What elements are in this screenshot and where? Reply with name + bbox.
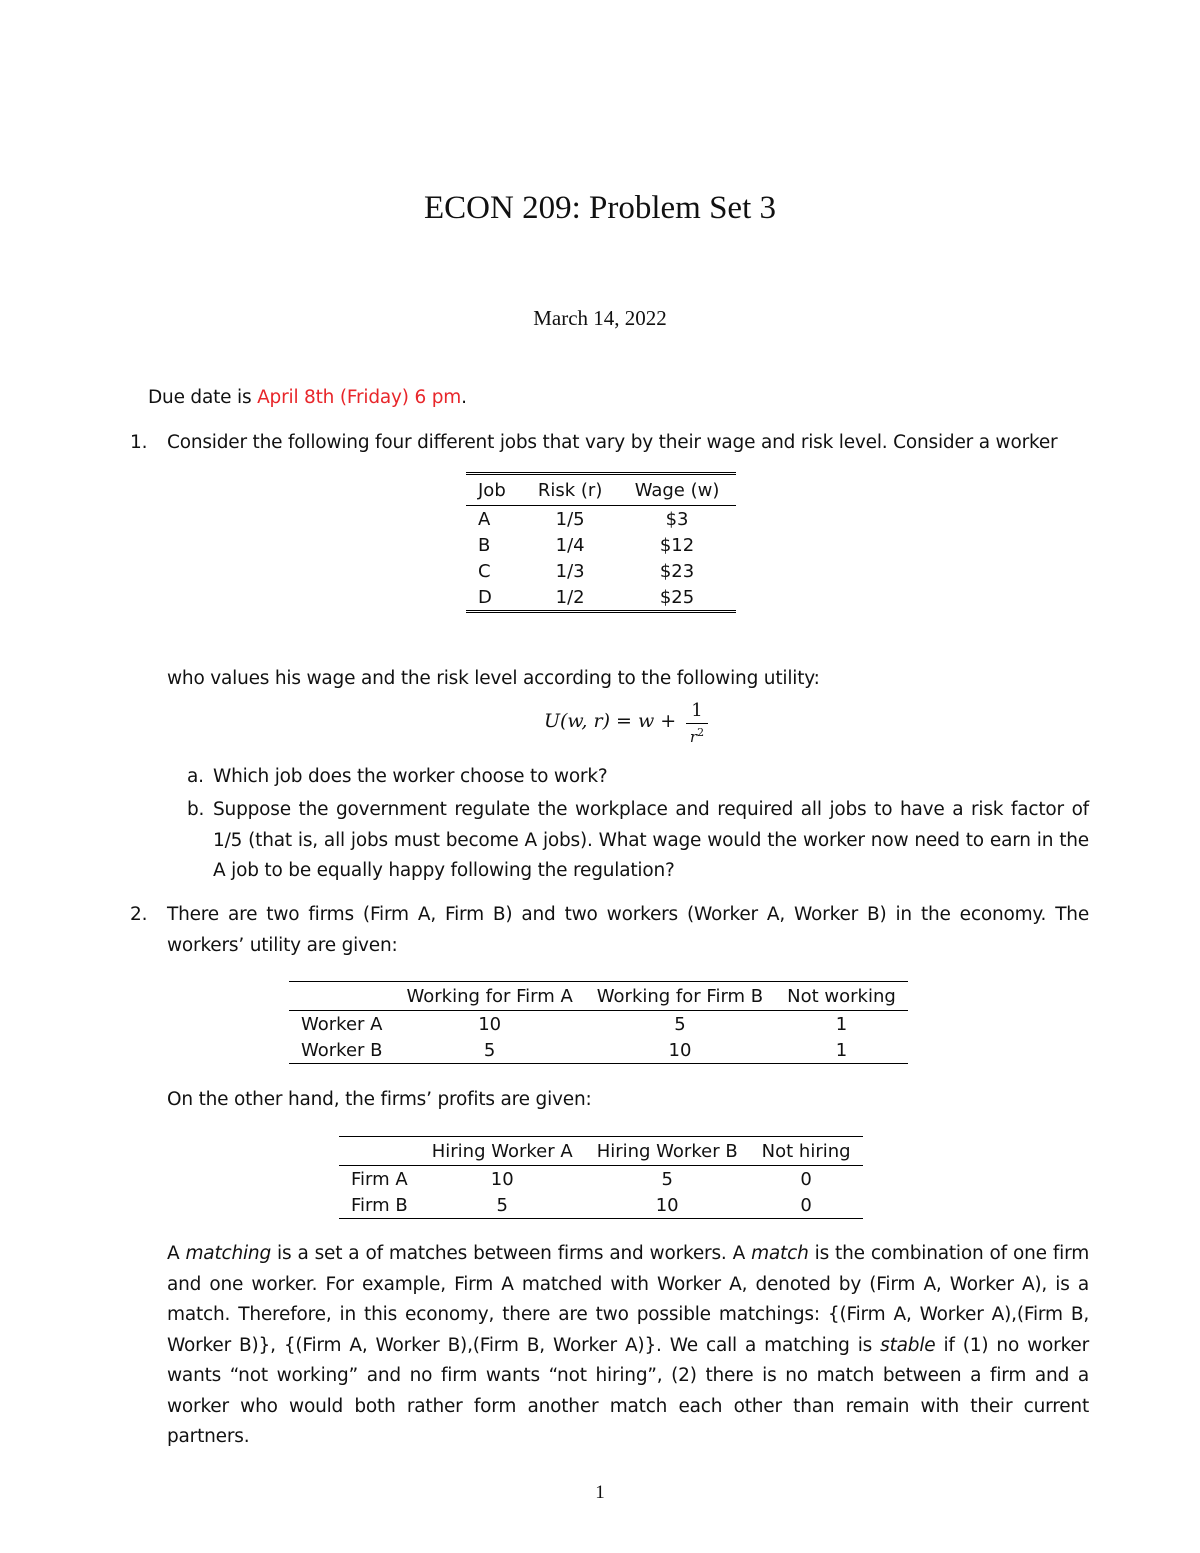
subquestion-b-label: b. xyxy=(187,799,205,820)
row-label: Firm B xyxy=(351,1194,408,1216)
risk-cell: 1/2 xyxy=(555,586,585,608)
subquestion-a-label: a. xyxy=(187,766,204,787)
fraction-denominator: $r^2$ xyxy=(689,726,705,746)
wage-cell: $23 xyxy=(659,560,695,582)
table-cell: 10 xyxy=(655,1194,679,1216)
question-2-number: 2. xyxy=(130,904,148,925)
document-date: March 14, 2022 xyxy=(533,306,667,330)
job-cell: A xyxy=(478,508,491,530)
firms-profits-table xyxy=(339,1136,863,1219)
question-1-number: 1. xyxy=(130,432,148,453)
due-deadline: April 8th (Friday) 6 pm xyxy=(257,387,462,408)
table-cell: 5 xyxy=(674,1013,686,1035)
table-row xyxy=(466,506,736,533)
firms-table-header xyxy=(339,1137,863,1166)
table-row xyxy=(466,532,736,558)
row-label: Worker B xyxy=(301,1039,383,1061)
jobs-header-wage: Wage (w) xyxy=(618,474,736,506)
firms-header-not-hiring: Not hiring xyxy=(750,1137,863,1166)
workers-header-not-working: Not working xyxy=(775,982,908,1011)
term-matching: matching xyxy=(185,1243,272,1264)
workers-utility-table xyxy=(289,981,908,1064)
table-cell: 0 xyxy=(800,1194,812,1216)
firms-header-blank xyxy=(339,1137,420,1166)
page-number: 1 xyxy=(595,1482,605,1503)
table-row xyxy=(289,1037,908,1064)
table-cell: 10 xyxy=(668,1039,692,1061)
utility-formula xyxy=(0,700,1200,750)
table-cell: 1 xyxy=(835,1039,848,1061)
table-cell: 5 xyxy=(483,1039,496,1061)
question-2-intro: There are two firms (Firm A, Firm B) and two workers (Worker A, Worker B) in the economy. The workers’ utility are given: xyxy=(167,904,1089,956)
subquestion-b: Suppose the government regulate the workplace and required all jobs to have a risk factor of 1/5 (that is, all jobs must become A jobs). What wage would the worker now need to earn in the A job to be equally happy following the regulation? xyxy=(213,799,1089,881)
job-cell: B xyxy=(478,534,491,556)
row-label: Worker A xyxy=(301,1013,383,1035)
page-title: ECON 209: Problem Set 3 xyxy=(424,190,776,226)
table-cell: 5 xyxy=(496,1194,508,1216)
table-row xyxy=(339,1166,863,1193)
table-row xyxy=(339,1192,863,1219)
firms-header-worker-a: Hiring Worker A xyxy=(420,1137,585,1166)
jobs-header-risk: Risk (r) xyxy=(522,474,618,506)
firms-header-worker-b: Hiring Worker B xyxy=(585,1137,750,1166)
risk-cell: 1/4 xyxy=(555,534,585,556)
subquestion-a: Which job does the worker choose to work? xyxy=(213,766,608,787)
formula-lhs: U(w, r) = w + xyxy=(544,710,677,732)
table-cell: 0 xyxy=(800,1168,812,1190)
jobs-header-job: Job xyxy=(466,474,522,506)
workers-header-firm-a: Working for Firm A xyxy=(394,982,584,1011)
jobs-table-header xyxy=(466,474,736,506)
term-stable: stable xyxy=(880,1334,936,1356)
due-suffix: . xyxy=(461,387,467,408)
jobs-table xyxy=(466,472,736,613)
profits-intro: On the other hand, the firms’ profits are given: xyxy=(167,1089,592,1110)
due-prefix: Due date is xyxy=(148,387,258,408)
risk-cell: 1/3 xyxy=(555,560,585,582)
workers-table-header xyxy=(289,982,908,1011)
table-row xyxy=(289,1011,908,1038)
job-cell: C xyxy=(478,560,491,582)
table-cell: 5 xyxy=(661,1168,673,1190)
workers-header-blank xyxy=(289,982,394,1011)
fraction-exponent: 2 xyxy=(697,726,705,739)
table-cell: 1 xyxy=(835,1013,848,1035)
risk-cell: 1/5 xyxy=(555,508,585,530)
table-row xyxy=(466,558,736,584)
wage-cell: $12 xyxy=(659,534,695,556)
fraction-numerator: 1 xyxy=(691,700,703,721)
due-date-line xyxy=(148,383,467,414)
formula-fraction xyxy=(686,700,708,746)
term-match: match xyxy=(751,1243,809,1264)
utility-intro: who values his wage and the risk level according to the following utility: xyxy=(167,668,820,689)
table-cell: 10 xyxy=(478,1013,502,1035)
table-cell: 10 xyxy=(490,1168,514,1190)
question-1-intro: Consider the following four different jobs that vary by their wage and risk level. Consider a worker xyxy=(167,432,1058,453)
table-row xyxy=(466,584,736,612)
wage-cell: $3 xyxy=(665,508,689,530)
fraction-bar xyxy=(686,723,708,724)
row-label: Firm A xyxy=(351,1168,408,1190)
matching-definition: A matching is a set a of matches between firms and workers. A match is the combination of one firm and one worker. For example, Firm A matched with Worker A, denoted by (Firm A, Worker A), is a match. Therefore, in this economy, there are two possible matchings: {(Firm A, Worker A),(Firm B, Worker B)}, {(Firm A, Worker B),(Firm B, Worker A)}. We call a matching is stable if (1) no worker wants “not working” and no firm wants “not hiring”, (2) there is no match between a firm and a worker who would both rather form another match each other than remain with their current partners. xyxy=(167,1243,1090,1447)
wage-cell: $25 xyxy=(659,586,695,608)
workers-header-firm-b: Working for Firm B xyxy=(585,982,775,1011)
job-cell: D xyxy=(478,586,492,608)
